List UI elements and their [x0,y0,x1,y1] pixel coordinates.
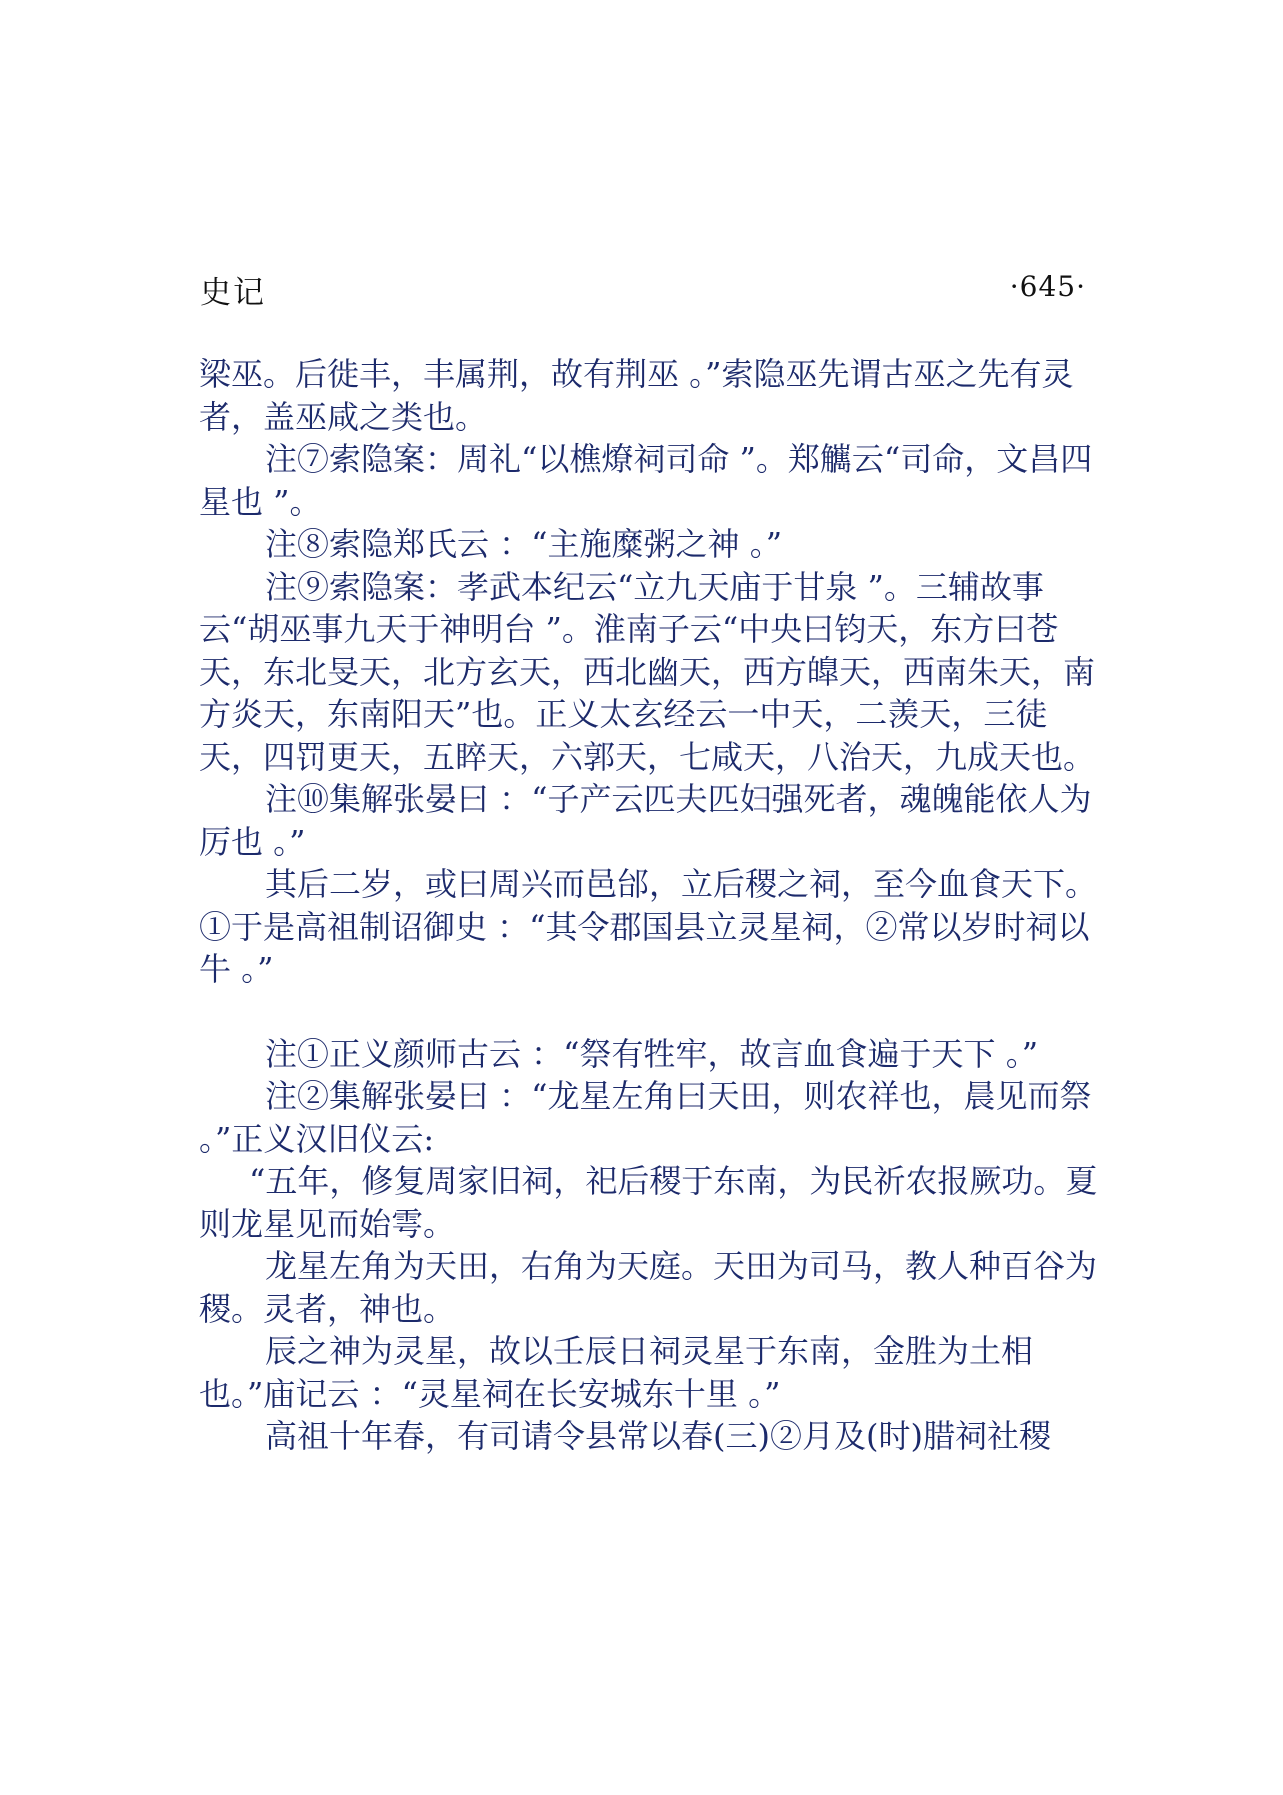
note-paragraph: 注①正义颜师古云 ：“祭有牲牢，故言血食遍于天下 。” [265,1034,1039,1073]
main-text [199,353,1099,1458]
quote-paragraph: 龙星左角为天田，右角为天庭。天田为司马，教人种百谷为稷。灵者，神也。 [199,1247,1098,1328]
quote-paragraph: 辰之神为灵星，故以壬辰日祠灵星于东南，金胜为土相也。”庙记云 ：“灵星祠在长安城东十里 。” [199,1332,1034,1413]
main-paragraph: 高祖十年春，有司请令县常以春(三)②月及(时)腊祠社稷 [265,1417,1051,1455]
note-paragraph: 注⑩集解张晏曰 ：“子产云匹夫匹妇强死者，魂魄能依人为厉也 。” [199,780,1092,861]
note-paragraph: 注⑦索隐案：周礼“以樵燎祠司命 ”。郑觽云“司命，文昌四星也 ”。 [199,440,1093,521]
paragraph: 梁巫。后徙丰，丰属荆，故有荆巫 。”索隐巫先谓古巫之先有灵者，盖巫咸之类也。 [199,355,1074,436]
note-paragraph: 注⑧索隐郑氏云 ：“主施糜粥之神 。” [265,525,783,563]
main-paragraph: 其后二岁，或曰周兴而邑邰，立后稷之祠，至今血食天下。①于是高祖制诏御史 ：“其令郡国县立灵星祠，②常以岁时祠以牛 。” [199,865,1098,988]
note-paragraph: 注②集解张晏曰 ：“龙星左角曰天田，则农祥也，晨见而祭 。”正义汉旧仪云: [199,1077,1092,1158]
page-number: ·645· [1009,270,1086,303]
note-paragraph: 注⑨索隐案：孝武本纪云“立九天庙于甘泉 ”。三辅故事云“胡巫事九天于神明台 ”。淮南子云“中央曰钧天，东方曰苍天，东北旻天，北方玄天，西北幽天，西方皥天，西南朱天，南方炎天，东南阳天”也。正义太玄经云一中天，二羡天，三徒天，四罚更天，五睟天，六郭天，七咸天，八治天，九成天也。 [199,567,1096,776]
running-title: 史记 [200,275,266,311]
quote-paragraph: “五年，修复周家旧祠，祀后稷于东南，为民祈农报厥功。夏则龙星见而始雩。 [199,1162,1098,1243]
